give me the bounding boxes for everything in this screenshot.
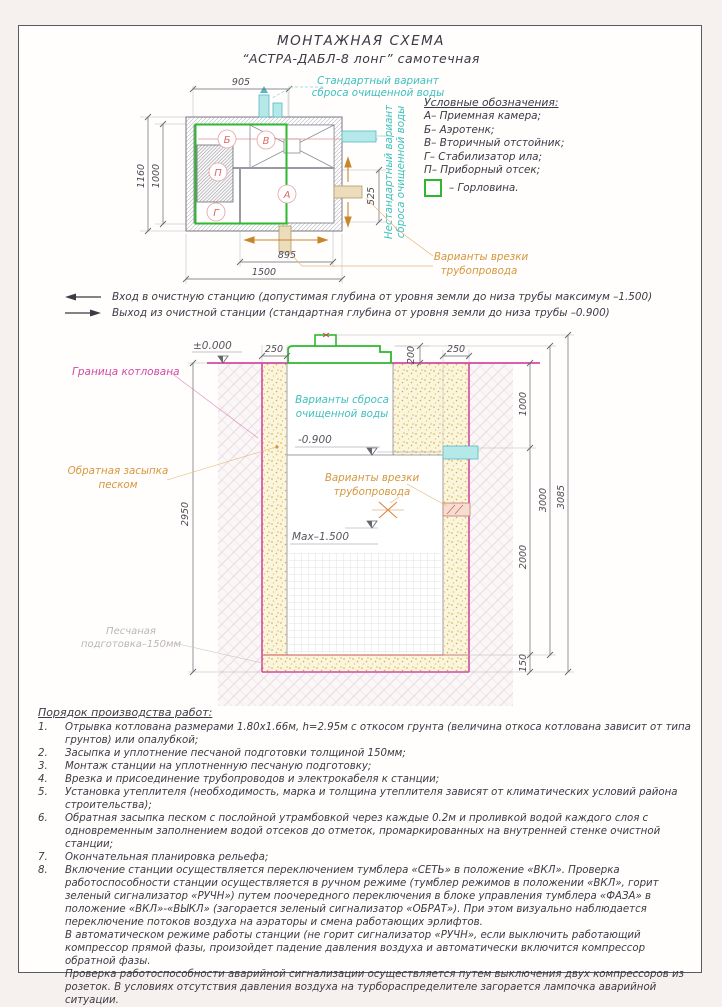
dim-1160: 1160 <box>136 163 147 189</box>
dim-3000: 3000 <box>538 487 549 513</box>
io-notes <box>64 291 709 323</box>
procedure-item: 1. Отрывка котлована размерами 1.80х1.66м, h=2.95м с откосом грунта (величина откоса котлована зависит от типа грунтов) или опалубкой; <box>38 722 691 746</box>
dim-150: 150 <box>518 653 529 673</box>
title-line-1: МОНТАЖНАЯ СХЕМА <box>276 33 446 49</box>
legend-item: А– Приемная камера; <box>424 110 542 123</box>
cross-section <box>68 332 574 706</box>
nonstandard-discharge-label <box>377 104 407 239</box>
dim-2950: 2950 <box>180 501 191 527</box>
gorlovina-label: – Горловина. <box>449 181 519 194</box>
procedure-continuation: Проверка работоспособности аварийной сигнализации осуществляется путем выключения двух компрессоров из розеток. В условиях отсутствия давления воздуха на турбораспределителе загорается лампочка аварийной ситуации. <box>65 969 685 1006</box>
dim-1000: 1000 <box>151 163 162 189</box>
legend-title: Условные обозначения: <box>424 96 559 109</box>
svg-text:Варианты врезки: Варианты врезки <box>324 472 420 484</box>
insertion-pipe <box>443 503 470 516</box>
legend <box>424 96 698 197</box>
work-procedure <box>38 706 694 1007</box>
dim-250-left: 250 <box>264 344 284 355</box>
outlet-note-text: Выход из очистной станции (стандартная глубина от уровня земли до низа трубы –0.900) <box>112 307 610 319</box>
outlet-arrow-icon <box>64 308 102 318</box>
procedure-item: 8. Включение станции осуществляется переключением тумблера «СЕТЬ» в положение «ВКЛ». Проверка работоспособности станции осуществляется в ручном режиме (тумблер режимов в положении «ВКЛ», горит зеленый сигнализатор «РУЧН») путем поочередного переключения в блоке управления тумблера «ФАЗА» в положение «ВКЛ»-«ВЫКЛ» (загорается зеленый сигнализатор «ОБРАТ»). При этом визуально наблюдается переключение потоков воздуха на аэраторы и смена работающих эрлифтов. <box>38 865 659 928</box>
legend-item: Б– Аэротенк; <box>424 123 495 136</box>
tank-ballast-grid <box>289 553 441 653</box>
dim-525: 525 <box>366 186 377 206</box>
svg-text:сброса очищенной воды: сброса очищенной воды <box>311 87 445 99</box>
dim-200: 200 <box>406 345 417 365</box>
dim-2000: 2000 <box>518 544 529 570</box>
inlet-note-text: Вход в очистную станцию (допустимая глубина от уровня земли до низа трубы максимум –1.500) <box>112 291 653 303</box>
compartment-g-label: Г <box>213 208 219 219</box>
procedure-item: 7. Окончательная планировка рельефа; <box>38 852 269 863</box>
svg-text:Песчаная: Песчаная <box>106 626 156 637</box>
gorlovina-swatch-icon <box>424 179 442 197</box>
standard-discharge-label <box>272 75 444 99</box>
dim-895: 895 <box>277 250 297 261</box>
legend-item: П– Приборный отсек; <box>424 164 541 177</box>
svg-text:Граница котлована: Граница котлована <box>72 366 180 378</box>
procedure-item: 6. Обратная засыпка песком с послойной утрамбовкой через каждые 0.2м и проливкой водой каждого слоя с одновременным заполнением водой отсеков до отметок, промаркированных на внутренней стенке очистной станции; <box>38 813 661 850</box>
legend-item: Г– Стабилизатор ила; <box>424 150 542 163</box>
procedure-continuation: В автоматическом режиме работы станции (не горит сигнализатор «РУЧН», если выключить работающий компрессор прямой фазы, произойдет падение давления воздуха и автоматически включится компрессор обратной фазы. <box>65 930 646 967</box>
dim-3085: 3085 <box>556 484 567 510</box>
dim-250-right: 250 <box>446 344 466 355</box>
lid-cap <box>315 335 336 346</box>
level-zero <box>192 340 242 363</box>
compartment-p-label: П <box>214 168 222 179</box>
dim-1500: 1500 <box>251 267 277 278</box>
svg-text:сброса очищенной воды: сброса очищенной воды <box>395 105 407 239</box>
outlet-note <box>64 307 709 319</box>
compartment-b-label: Б <box>223 135 231 146</box>
procedure-item: 4. Врезка и присоединение трубопроводов и электрокабеля к станции; <box>38 774 440 785</box>
svg-text:трубопровода: трубопровода <box>440 265 518 277</box>
legend-item: В– Вторичный отстойник; <box>424 137 565 150</box>
svg-text:подготовка–150мм: подготовка–150мм <box>80 639 182 650</box>
compartment-a-label: А <box>283 190 291 201</box>
procedure-item: 5. Установка утеплителя (необходимость, марка и толщина утеплителя зависят от климатических условий района строительства); <box>38 787 678 811</box>
procedure-item: 2. Засыпка и уплотнение песчаной подготовки толщиной 150мм; <box>38 748 406 759</box>
svg-text:песком: песком <box>98 479 138 491</box>
inlet-note <box>64 291 709 303</box>
dim-1000-depth: 1000 <box>518 391 529 417</box>
outlet-pipe <box>443 446 478 459</box>
drawing-title <box>18 33 704 66</box>
svg-text:Варианты сброса: Варианты сброса <box>295 394 389 406</box>
tank-lid <box>288 333 391 363</box>
svg-text:Варианты врезки: Варианты врезки <box>433 251 529 263</box>
svg-text:Обратная засыпка: Обратная засыпка <box>67 465 169 477</box>
svg-text:Нестандартный вариант: Нестандартный вариант <box>383 104 395 240</box>
svg-text:очищенной воды: очищенной воды <box>295 408 389 420</box>
legend-gorlovina-row <box>424 179 698 197</box>
svg-text:±0.000: ±0.000 <box>193 340 232 352</box>
inlet-arrow-icon <box>64 292 102 302</box>
procedure-title: Порядок производства работ: <box>38 706 213 719</box>
title-line-2: “АСТРА-ДАБЛ-8 лонг” самотечная <box>242 51 480 66</box>
procedure-item: 3. Монтаж станции на уплотненную песчаную подготовку; <box>38 761 372 772</box>
svg-text:Стандартный вариант: Стандартный вариант <box>317 75 439 87</box>
svg-text:Max–1.500: Max–1.500 <box>292 531 350 543</box>
dim-905: 905 <box>231 77 251 88</box>
svg-text:трубопровода: трубопровода <box>333 486 411 498</box>
compartment-v-label: В <box>262 136 270 147</box>
svg-text:-0.900: -0.900 <box>298 434 332 446</box>
